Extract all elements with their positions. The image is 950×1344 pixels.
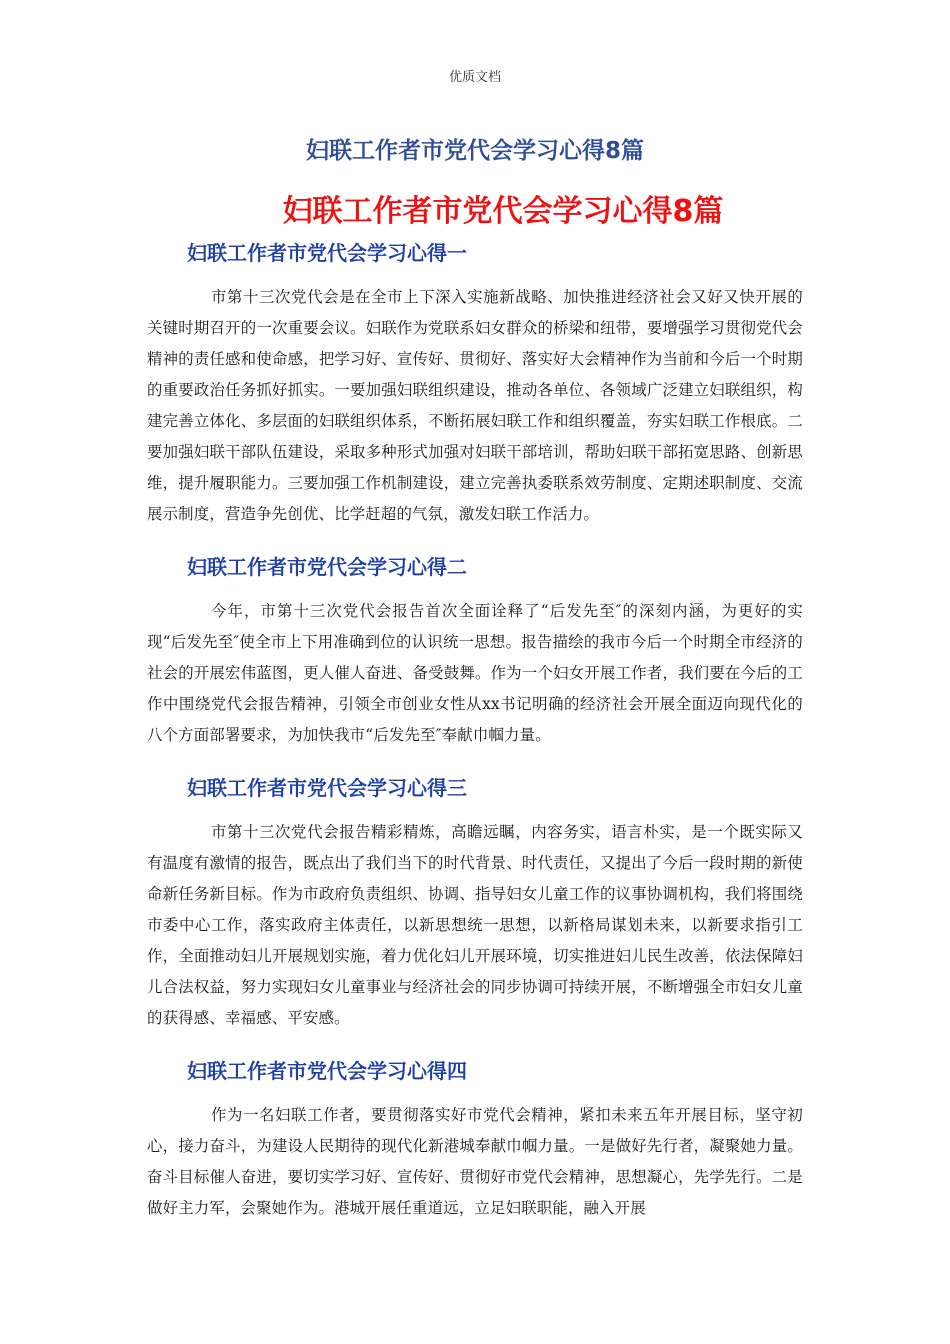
section-body: 作为一名妇联工作者，要贯彻落实好市党代会精神，紧扣未来五年开展目标，坚守初心，接力奋斗，为建设人民期待的现代化新港城奉献巾帼力量。一是做好先行者，凝聚她力量。奋斗目标催人奋进，要切实学习好、宣传好、贯彻好市党代会精神，思想凝心，先学先行。二是做好主力军，会聚她作为。港城开展任重道远，立足妇联职能，融入开展 <box>147 1106 803 1217</box>
document-title-small: 妇联工作者市党代会学习心得8篇 <box>305 138 644 164</box>
section-heading: 妇联工作者市党代会学习心得二 <box>187 555 467 579</box>
section-4 <box>147 1054 803 1224</box>
section-heading: 妇联工作者市党代会学习心得三 <box>187 776 467 800</box>
section-2 <box>147 550 803 751</box>
section-1 <box>147 236 803 530</box>
header-label: 优质文档 <box>448 70 501 85</box>
section-body: 市第十三次党代会报告精彩精炼，高瞻远瞩，内容务实，语言朴实，是一个既实际又有温度有激情的报告，既点出了我们当下的时代背景、时代责任，又提出了今后一段时期的新使命新任务新目标。作为市政府负责组织、协调、指导妇女儿童工作的议事协调机构，我们将围绕市委中心工作，落实政府主体责任，以新思想统一思想，以新格局谋划未来，以新要求指引工作，全面推动妇儿开展规划实施，着力优化妇儿开展环境，切实推进妇儿民生改善，依法保障妇儿合法权益，努力实现妇女儿童事业与经济社会的同步协调可持续开展，不断增强全市妇女儿童的获得感、幸福感、平安感。 <box>147 823 803 1027</box>
section-heading: 妇联工作者市党代会学习心得四 <box>187 1059 467 1083</box>
document-title-large: 妇联工作者市党代会学习心得8篇 <box>282 194 724 229</box>
section-body: 市第十三次党代会是在全市上下深入实施新战略、加快推进经济社会又好又快开展的关键时期召开的一次重要会议。妇联作为党联系妇女群众的桥梁和纽带，要增强学习贯彻党代会精神的责任感和使命感，把学习好、宣传好、贯彻好、落实好大会精神作为当前和今后一个时期的重要政治任务抓好抓实。一要加强妇联组织建设，推动各单位、各领域广泛建立妇联组织，构建完善立体化、多层面的妇联组织体系，不断拓展妇联工作和组织覆盖，夯实妇联工作根底。二要加强妇联干部队伍建设，采取多种形式加强对妇联干部培训，帮助妇联干部拓宽思路、创新思维，提升履职能力。三要加强工作机制建设，建立完善执委联系效劳制度、定期述职制度、交流展示制度，营造争先创优、比学赶超的气氛，激发妇联工作活力。 <box>147 288 803 523</box>
section-body: 今年，市第十三次党代会报告首次全面诠释了“后发先至″的深刻内涵，为更好的实现“后发先至″使全市上下用准确到位的认识统一思想。报告描绘的我市今后一个时期全市经济的社会的开展宏伟蓝图，更人催人奋进、备受鼓舞。作为一个妇女开展工作者，我们要在今后的工作中围绕党代会报告精神，引领全市创业女性从xx书记明确的经济社会开展全面迈向现代化的八个方面部署要求，为加快我市“后发先至″奉献巾帼力量。 <box>147 602 803 744</box>
section-heading: 妇联工作者市党代会学习心得一 <box>187 241 467 265</box>
document-content <box>147 236 803 1224</box>
section-3 <box>147 771 803 1034</box>
